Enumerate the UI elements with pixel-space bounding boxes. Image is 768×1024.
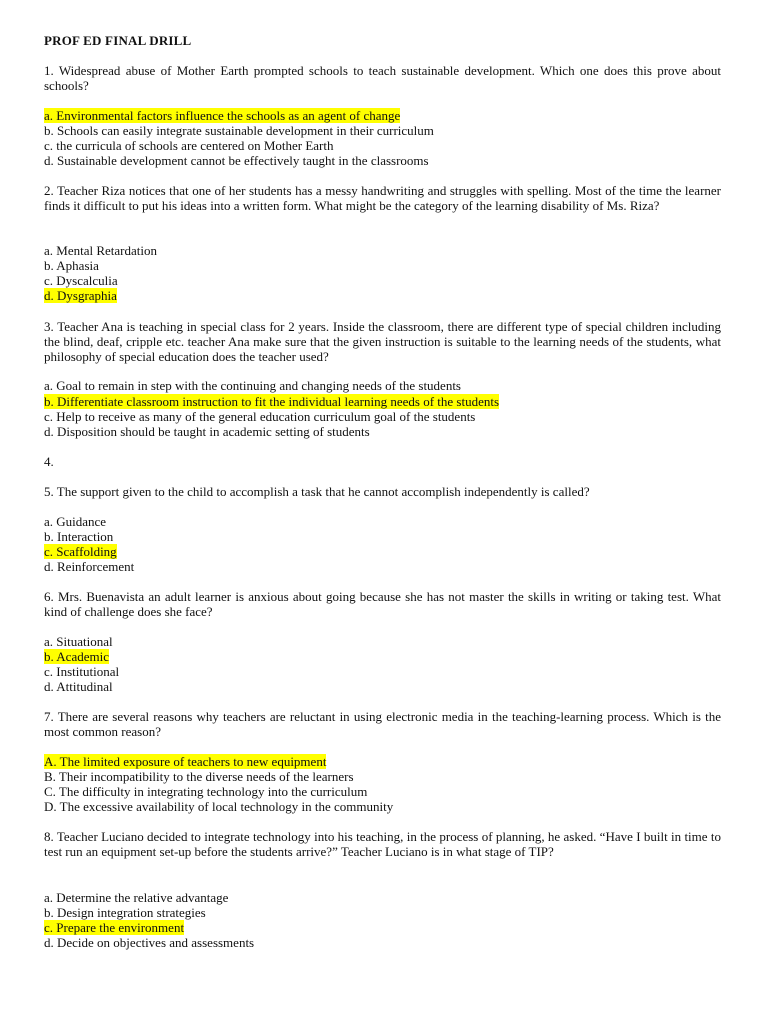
q3-option-d: d. Disposition should be taught in academic setting of students xyxy=(44,424,370,439)
question-5-stem: 5. The support given to the child to accomplish a task that he cannot accomplish independently is called? xyxy=(44,484,590,499)
q6-option-a: a. Situational xyxy=(44,634,113,649)
question-4-stem: 4. xyxy=(44,454,54,469)
q2-option-d-highlighted: d. Dysgraphia xyxy=(44,288,117,303)
q3-option-c: c. Help to receive as many of the general education curriculum goal of the students xyxy=(44,409,476,424)
q7-option-d: D. The excessive availability of local technology in the community xyxy=(44,799,394,814)
question-2-stem: 2. Teacher Riza notices that one of her students has a messy handwriting and struggles with spelling. Most of the time the learner finds it difficult to put his ideas into a written form. What might be the category of the learning disability of Ms. Riza? xyxy=(44,183,721,213)
question-1-stem: 1. Widespread abuse of Mother Earth prompted schools to teach sustainable development. Which one does this prove about schools? xyxy=(44,63,721,93)
q5-option-c-highlighted: c. Scaffolding xyxy=(44,544,117,559)
q1-option-d: d. Sustainable development cannot be effectively taught in the classrooms xyxy=(44,153,429,168)
q5-option-a: a. Guidance xyxy=(44,514,107,529)
q2-option-a: a. Mental Retardation xyxy=(44,243,157,258)
q8-option-b: b. Design integration strategies xyxy=(44,905,206,920)
q1-option-a-highlighted: a. Environmental factors influence the schools as an agent of change xyxy=(44,108,401,123)
q5-option-b: b. Interaction xyxy=(44,529,114,544)
q6-option-d: d. Attitudinal xyxy=(44,679,113,694)
q5-option-d: d. Reinforcement xyxy=(44,559,135,574)
q6-option-b-highlighted: b. Academic xyxy=(44,649,109,664)
q6-option-c: c. Institutional xyxy=(44,664,120,679)
q1-option-b: b. Schools can easily integrate sustainable development in their curriculum xyxy=(44,123,434,138)
q2-option-b: b. Aphasia xyxy=(44,258,99,273)
question-8-stem: 8. Teacher Luciano decided to integrate technology into his teaching, in the process of planning, he asked. “Have I built in time to test run an equipment set-up before the students arrive?” Teacher Luciano is in what stage of TIP? xyxy=(44,829,721,859)
q8-option-c-highlighted: c. Prepare the environment xyxy=(44,920,185,935)
document-title: PROF ED FINAL DRILL xyxy=(44,33,192,48)
question-6-stem: 6. Mrs. Buenavista an adult learner is anxious about going because she has not master the skills in writing or taking test. What kind of challenge does she face? xyxy=(44,589,721,619)
question-3-stem: 3. Teacher Ana is teaching in special class for 2 years. Inside the classroom, there are different type of special children including the blind, deaf, cripple etc. teacher Ana make sure that the given instruction is suitable to the learning needs of the students, what philosophy of special education does the teacher used? xyxy=(44,319,721,364)
q8-option-d: d. Decide on objectives and assessments xyxy=(44,935,255,950)
q7-option-b: B. Their incompatibility to the diverse needs of the learners xyxy=(44,769,354,784)
q3-option-a: a. Goal to remain in step with the continuing and changing needs of the students xyxy=(44,378,461,393)
q2-option-c: c. Dyscalculia xyxy=(44,273,118,288)
question-7-stem: 7. There are several reasons why teachers are reluctant in using electronic media in the teaching-learning process. Which is the most common reason? xyxy=(44,709,721,739)
q7-option-c: C. The difficulty in integrating technology into the curriculum xyxy=(44,784,368,799)
q3-option-b-highlighted: b. Differentiate classroom instruction to fit the individual learning needs of the students xyxy=(44,394,500,409)
q7-option-a-highlighted: A. The limited exposure of teachers to new equipment xyxy=(44,754,327,769)
q1-option-c: c. the curricula of schools are centered on Mother Earth xyxy=(44,138,334,153)
q8-option-a: a. Determine the relative advantage xyxy=(44,890,229,905)
